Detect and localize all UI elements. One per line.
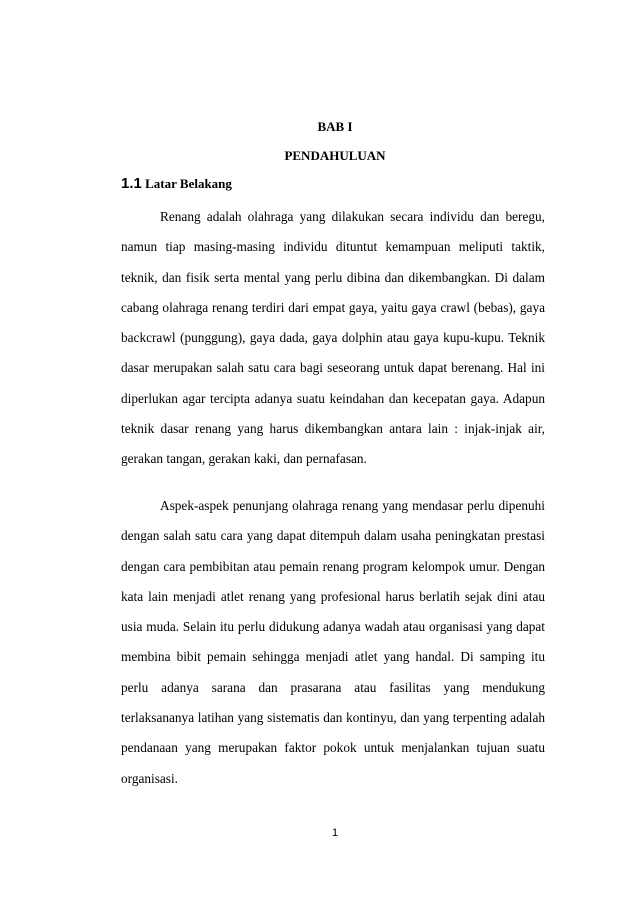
page-number: 1: [331, 827, 339, 839]
section-heading: [121, 175, 232, 193]
chapter-label: BAB I: [317, 119, 353, 134]
section-number: 1.1: [121, 175, 142, 192]
chapter-title: PENDAHULUAN: [284, 148, 386, 163]
body-paragraph: Aspek-aspek penunjang olahraga renang yang mendasar perlu dipenuhi dengan salah satu cara yang dapat ditempuh dalam usaha peningkatan prestasi dengan cara pembibitan atau pemain renang program kelompok umur. Dengan kata lain menjadi atlet renang yang profesional harus berlatih sejak dini atau usia muda. Selain itu perlu didukung adanya wadah atau organisasi yang dapat membina bibit pemain sehingga menjadi atlet yang handal. Di samping itu perlu adanya sarana dan prasarana atau fasilitas yang mendukung terlaksananya latihan yang sistematis dan kontinyu, dan yang terpenting adalah pendanaan yang merupakan faktor pokok untuk menjalankan tujuan suatu organisasi.: [121, 498, 545, 786]
body-paragraph: Renang adalah olahraga yang dilakukan secara individu dan beregu, namun tiap masing-masing individu dituntut kemampuan meliputi taktik, teknik, dan fisik serta mental yang perlu dibina dan dikembangkan. Di dalam cabang olahraga renang terdiri dari empat gaya, yaitu gaya crawl (bebas), gaya backcrawl (punggung), gaya dada, gaya dolphin atau gaya kupu-kupu. Teknik dasar merupakan salah satu cara bagi seseorang untuk dapat berenang. Hal ini diperlukan agar tercipta adanya suatu keindahan dan kecepatan gaya. Adapun teknik dasar renang yang harus dikembangkan antara lain : injak-injak air, gerakan tangan, gerakan kaki, dan pernafasan.: [121, 209, 545, 467]
section-title: Latar Belakang: [145, 176, 232, 191]
